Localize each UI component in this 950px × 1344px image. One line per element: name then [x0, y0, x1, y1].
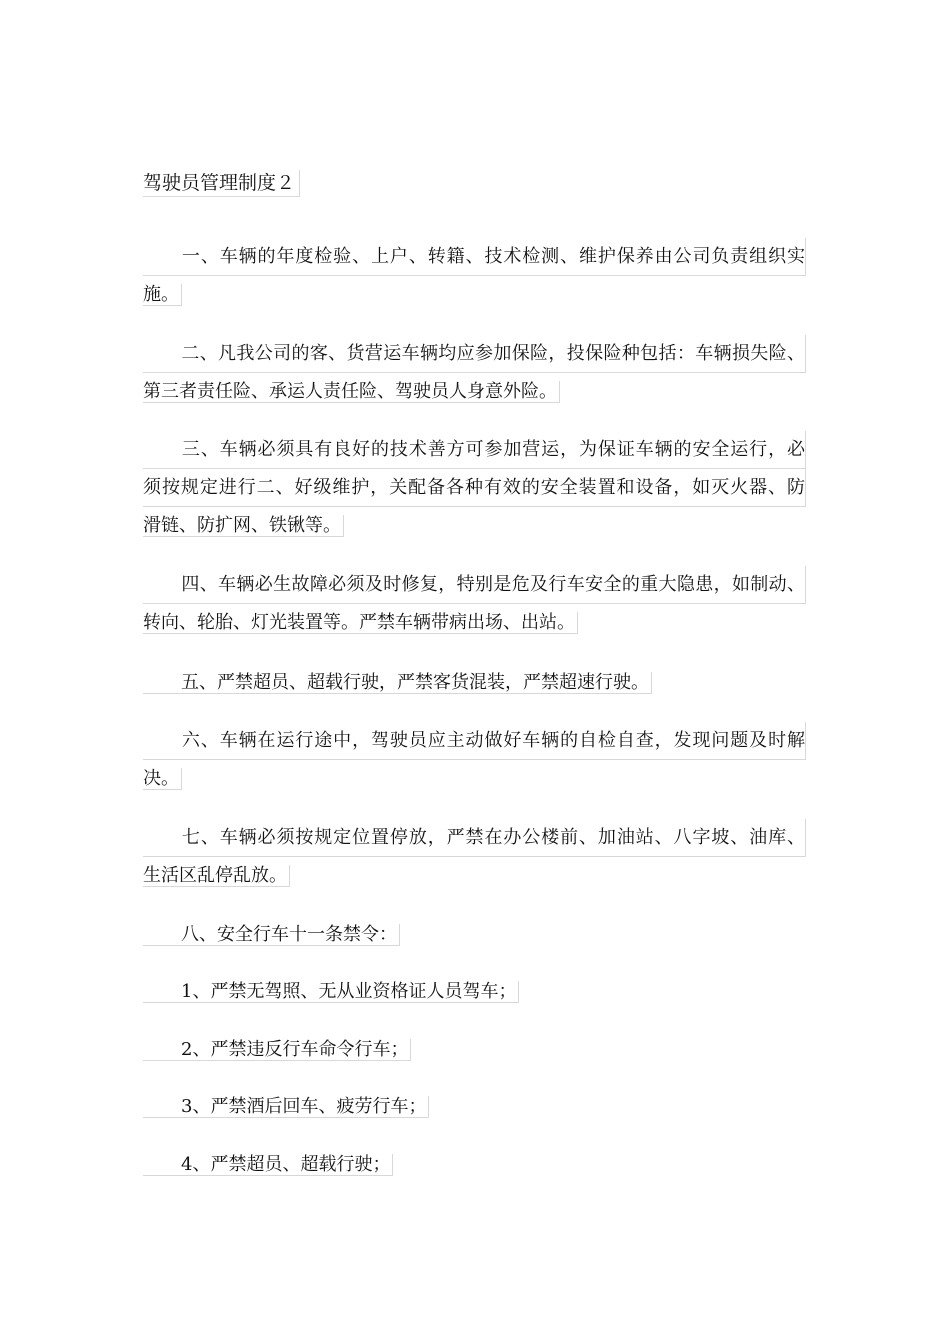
paragraph-line: 决。: [143, 760, 806, 797]
paragraph-line: 三、车辆必须具有良好的技术善方可参加营运，为保证车辆的安全运行，必: [143, 431, 806, 469]
paragraph-line: 六、车辆在运行途中，驾驶员应主动做好车辆的自检自查，发现问题及时解: [143, 722, 806, 760]
rule-item-3: [143, 1088, 806, 1125]
paragraph-8: [143, 916, 806, 953]
paragraph-line: 生活区乱停乱放。: [143, 857, 806, 894]
rule-item-1: [143, 973, 806, 1010]
paragraph-line: 施。: [143, 276, 806, 313]
paragraph-line: 须按规定进行二、好级维护，关配备各种有效的安全装置和设备，如灭火器、防: [143, 469, 806, 507]
paragraph-line: 1、严禁无驾照、无从业资格证人员驾车；: [143, 973, 806, 1010]
paragraph-line: 滑链、防扩网、铁锹等。: [143, 507, 806, 544]
paragraph-5: [143, 664, 806, 701]
paragraph-line: 转向、轮胎、灯光装置等。严禁车辆带病出场、出站。: [143, 604, 806, 641]
paragraph-line: 2、严禁违反行车命令行车；: [143, 1031, 806, 1068]
paragraph-line: 3、严禁酒后回车、疲劳行车；: [143, 1088, 806, 1125]
paragraph-6: [143, 722, 806, 797]
paragraph-4: [143, 566, 806, 641]
paragraph-line: 4、严禁超员、超载行驶；: [143, 1146, 806, 1183]
paragraph-line: 一、车辆的年度检验、上户、转籍、技术检测、维护保养由公司负责组织实: [143, 238, 806, 276]
paragraph-line: 第三者责任险、承运人责任险、驾驶员人身意外险。: [143, 373, 806, 410]
paragraph-3: [143, 431, 806, 544]
paragraph-line: 二、凡我公司的客、货营运车辆均应参加保险，投保险种包括：车辆损失险、: [143, 335, 806, 373]
paragraph-line: 七、车辆必须按规定位置停放，严禁在办公楼前、加油站、八字坡、油库、: [143, 819, 806, 857]
paragraph-line: 八、安全行车十一条禁令：: [143, 916, 806, 953]
document-title: 驾驶员管理制度２: [143, 170, 300, 197]
paragraph-line: 五、严禁超员、超载行驶，严禁客货混装，严禁超速行驶。: [143, 664, 806, 701]
paragraph-7: [143, 819, 806, 894]
paragraph-2: [143, 335, 806, 410]
rule-item-2: [143, 1031, 806, 1068]
paragraph-1: [143, 238, 806, 313]
rule-item-4: [143, 1146, 806, 1183]
paragraph-line: 四、车辆必生故障必须及时修复，特别是危及行车安全的重大隐患，如制动、: [143, 566, 806, 604]
